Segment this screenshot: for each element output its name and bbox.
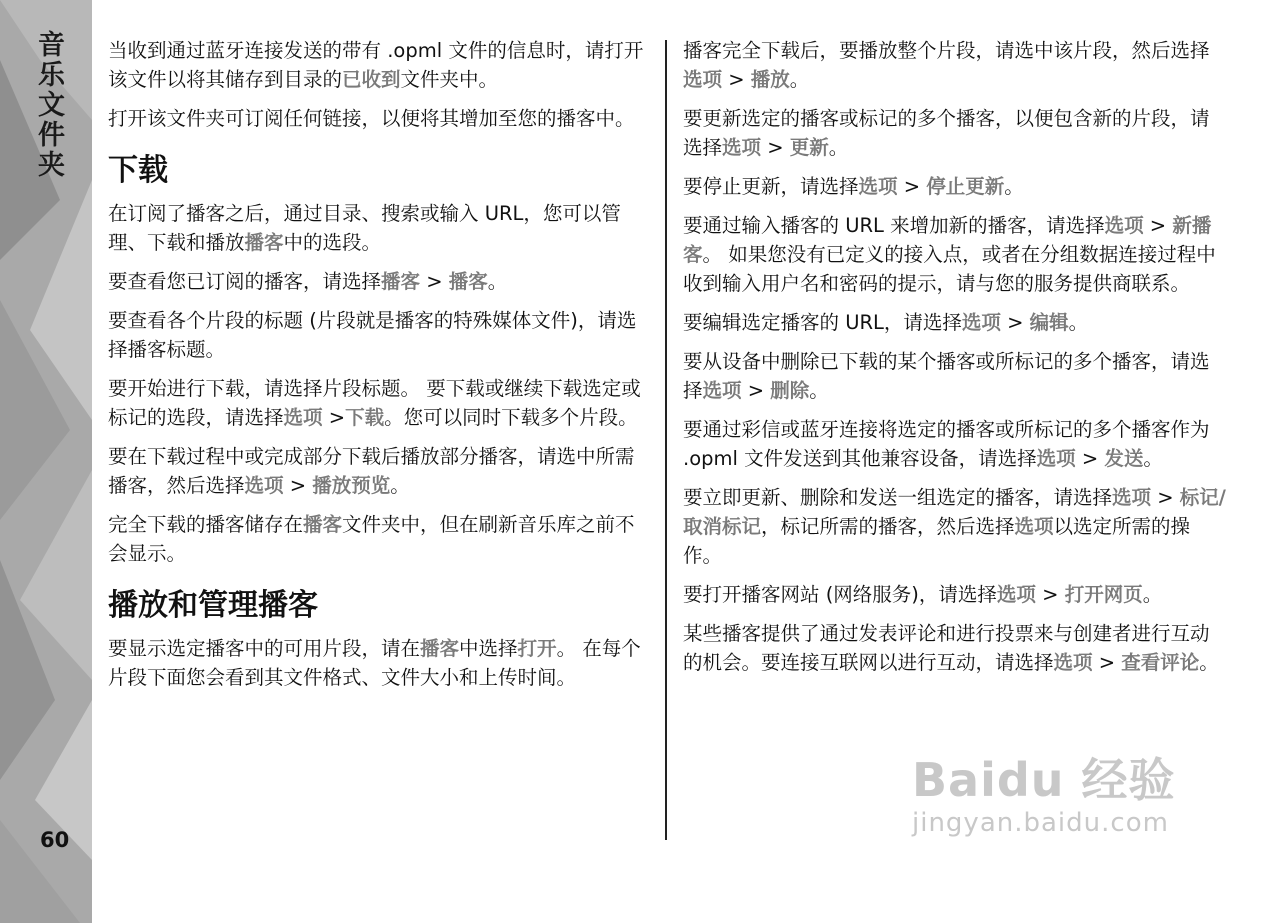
- highlight-term: 播客: [420, 637, 460, 660]
- paragraph: 要在下载过程中或完成部分下载后播放部分播客，请选中所需播客，然后选择选项 > 播放预览。: [108, 445, 635, 497]
- left-column: [108, 36, 648, 702]
- highlight-term: 播客: [448, 270, 488, 293]
- highlight-term: 打开: [517, 637, 557, 660]
- heading-play-manage: 播放和管理播客: [108, 588, 318, 623]
- paragraph: 要从设备中删除已下载的某个播客或所标记的多个播客，请选择选项 > 删除。: [683, 350, 1210, 402]
- highlight-term: 选项: [961, 311, 1001, 334]
- highlight-term: 播客: [244, 231, 284, 254]
- highlight-term: 选项: [1014, 515, 1054, 538]
- highlight-term: 标记/取消标记: [683, 486, 1226, 538]
- highlight-term: 选项: [1112, 486, 1152, 509]
- watermark-url: jingyan.baidu.com: [912, 808, 1169, 838]
- highlight-term: 选项: [1104, 214, 1144, 237]
- paragraph: 要停止更新，请选择选项 > 停止更新。: [683, 175, 1024, 198]
- highlight-term: 已收到: [342, 68, 401, 91]
- highlight-term: 选项: [683, 68, 723, 91]
- paragraph: 要编辑选定播客的 URL，请选择选项 > 编辑。: [683, 311, 1089, 334]
- paragraph: 完全下载的播客储存在播客文件夹中，但在刷新音乐库之前不会显示。: [108, 513, 635, 565]
- paragraph: 要查看您已订阅的播客，请选择播客 > 播客。: [108, 270, 508, 293]
- paragraph: 某些播客提供了通过发表评论和进行投票来与创建者进行互动的机会。要连接互联网以进行互动，请选择选项 > 查看评论。: [683, 622, 1219, 674]
- sidebar: [0, 0, 92, 923]
- highlight-term: 选项: [702, 379, 742, 402]
- highlight-term: 选项: [722, 136, 762, 159]
- highlight-term: 更新: [789, 136, 829, 159]
- paragraph: 要查看各个片段的标题 (片段就是播客的特殊媒体文件)，请选择播客标题。: [108, 309, 637, 361]
- highlight-term: 删除: [770, 379, 810, 402]
- highlight-term: 播放预览: [312, 474, 391, 497]
- paragraph: 要立即更新、删除和发送一组选定的播客，请选择选项 > 标记/取消标记，标记所需的播客，然后选择选项以选定所需的操作。: [683, 486, 1226, 567]
- highlight-term: 选项: [1053, 651, 1093, 674]
- page-number: 60: [40, 828, 70, 852]
- baidu-watermark: [912, 752, 1176, 838]
- column-divider: [665, 40, 667, 840]
- paragraph: 要开始进行下载，请选择片段标题。 要下载或继续下载选定或标记的选段，请选择选项 >下载。您可以同时下载多个片段。: [108, 377, 641, 429]
- highlight-term: 选项: [858, 175, 898, 198]
- highlight-term: 发送: [1104, 447, 1144, 470]
- highlight-term: 播放: [750, 68, 790, 91]
- highlight-term: 打开网页: [1064, 583, 1143, 606]
- paragraph: 要显示选定播客中的可用片段，请在播客中选择打开。 在每个片段下面您会看到其文件格式、文件大小和上传时间。: [108, 637, 641, 689]
- highlight-term: 选项: [996, 583, 1036, 606]
- section-title: 音乐文件夹: [33, 30, 64, 180]
- paragraph: 在订阅了播客之后，通过目录、搜索或输入 URL，您可以管理、下载和播放播客中的选段。: [108, 202, 621, 254]
- paragraph: 要更新选定的播客或标记的多个播客，以便包含新的片段，请选择选项 > 更新。: [683, 107, 1210, 159]
- highlight-term: 停止更新: [926, 175, 1005, 198]
- highlight-term: 编辑: [1029, 311, 1069, 334]
- paragraph: 当收到通过蓝牙连接发送的带有 .opml 文件的信息时，请打开该文件以将其储存到目录的已收到文件夹中。: [108, 39, 644, 91]
- highlight-term: 播客: [381, 270, 421, 293]
- paragraph: 打开该文件夹可订阅任何链接，以便将其增加至您的播客中。: [108, 107, 635, 130]
- paragraph: 要打开播客网站 (网络服务)，请选择选项 > 打开网页。: [683, 583, 1163, 606]
- highlight-term: 选项: [1036, 447, 1076, 470]
- highlight-term: 播客: [303, 513, 343, 536]
- highlight-term: 新播客: [683, 214, 1212, 266]
- right-column: [683, 36, 1228, 687]
- paragraph: 播客完全下载后，要播放整个片段，请选中该片段，然后选择选项 > 播放。: [683, 39, 1210, 91]
- watermark-logo: Baidu 经验: [912, 753, 1176, 807]
- heading-download: 下载: [108, 153, 168, 188]
- highlight-term: 查看评论: [1121, 651, 1200, 674]
- paragraph: 要通过彩信或蓝牙连接将选定的播客或所标记的多个播客作为 .opml 文件发送到其他兼容设备，请选择选项 > 发送。: [683, 418, 1210, 470]
- highlight-term: 选项: [283, 406, 323, 429]
- highlight-term: 下载: [345, 406, 385, 429]
- highlight-term: 选项: [244, 474, 284, 497]
- paragraph: 要通过输入播客的 URL 来增加新的播客，请选择选项 > 新播客。 如果您没有已定义的接入点，或者在分组数据连接过程中收到输入用户名和密码的提示，请与您的服务提供商联系。: [683, 214, 1216, 295]
